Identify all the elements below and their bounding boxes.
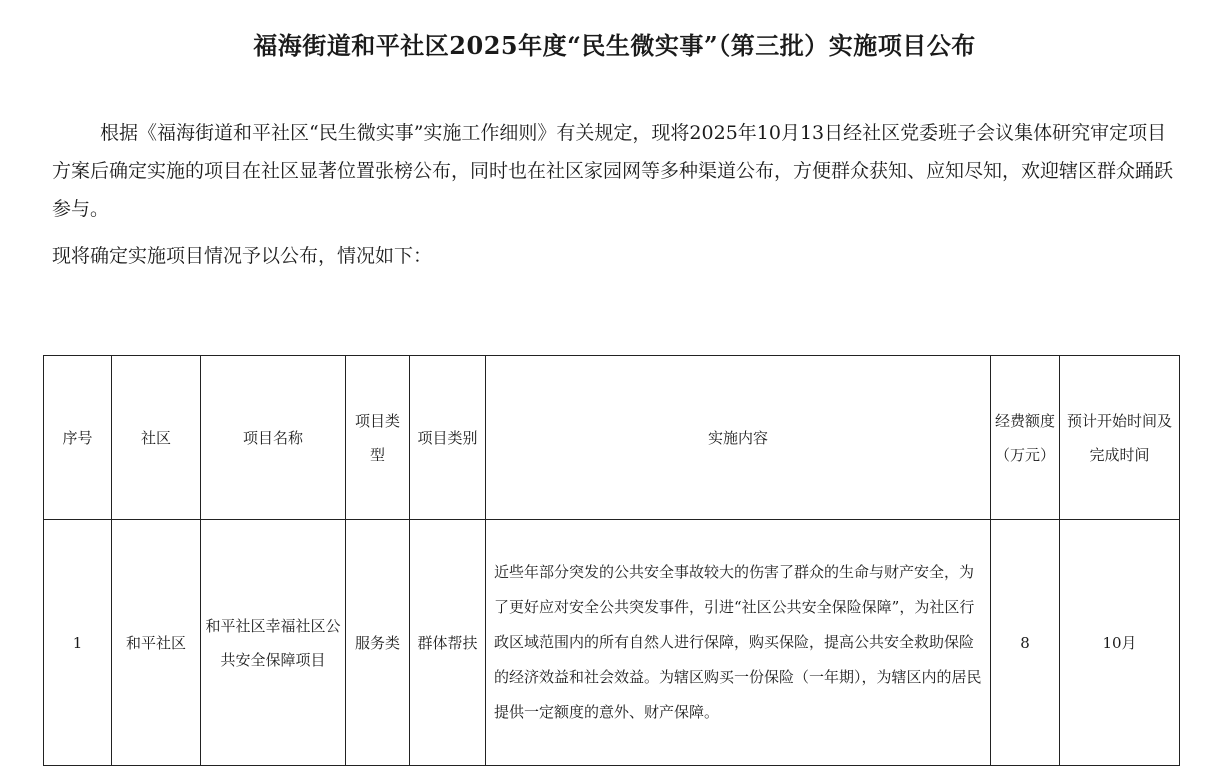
header-name: 项目名称: [201, 356, 346, 520]
cell-time: 10月: [1060, 520, 1180, 766]
header-seq: 序号: [44, 356, 112, 520]
header-budget: 经费额度（万元）: [991, 356, 1060, 520]
document-title: 福海街道和平社区2025年度“民生微实事”（第三批）实施项目公布: [253, 31, 976, 60]
cell-seq: 1: [44, 520, 112, 766]
cell-name: 和平社区幸福社区公共安全保障项目: [201, 520, 346, 766]
cell-budget: 8: [991, 520, 1060, 766]
header-time: 预计开始时间及完成时间: [1060, 356, 1180, 520]
cell-community: 和平社区: [112, 520, 201, 766]
announcement-paragraph: 现将确定实施项目情况予以公布，情况如下：: [52, 245, 433, 267]
table-row: [44, 520, 1180, 766]
table-header-row: [44, 356, 1180, 520]
header-category: 项目类别: [410, 356, 486, 520]
cell-category: 群体帮扶: [410, 520, 486, 766]
intro-paragraph: 根据《福海街道和平社区“民生微实事”实施工作细则》有关规定，现将2025年10月13日经社区党委班子会议集体研究审定项目方案后确定实施的项目在社区显著位置张榜公布，同时也在社区家园网等多种渠道公布，方便群众获知、应知尽知，欢迎辖区群众踊跃参与。: [52, 122, 1174, 220]
project-table: [43, 355, 1180, 766]
header-content: 实施内容: [486, 356, 991, 520]
header-community: 社区: [112, 356, 201, 520]
header-type: 项目类型: [346, 356, 410, 520]
cell-content: 近些年部分突发的公共安全事故较大的伤害了群众的生命与财产安全，为了更好应对安全公共突发事件，引进“社区公共安全保险保障”，为社区行政区域范围内的所有自然人进行保障，购买保险，提高公共安全救助保险的经济效益和社会效益。为辖区购买一份保险（一年期），为辖区内的居民提供一定额度的意外、财产保障。: [486, 520, 991, 766]
cell-type: 服务类: [346, 520, 410, 766]
